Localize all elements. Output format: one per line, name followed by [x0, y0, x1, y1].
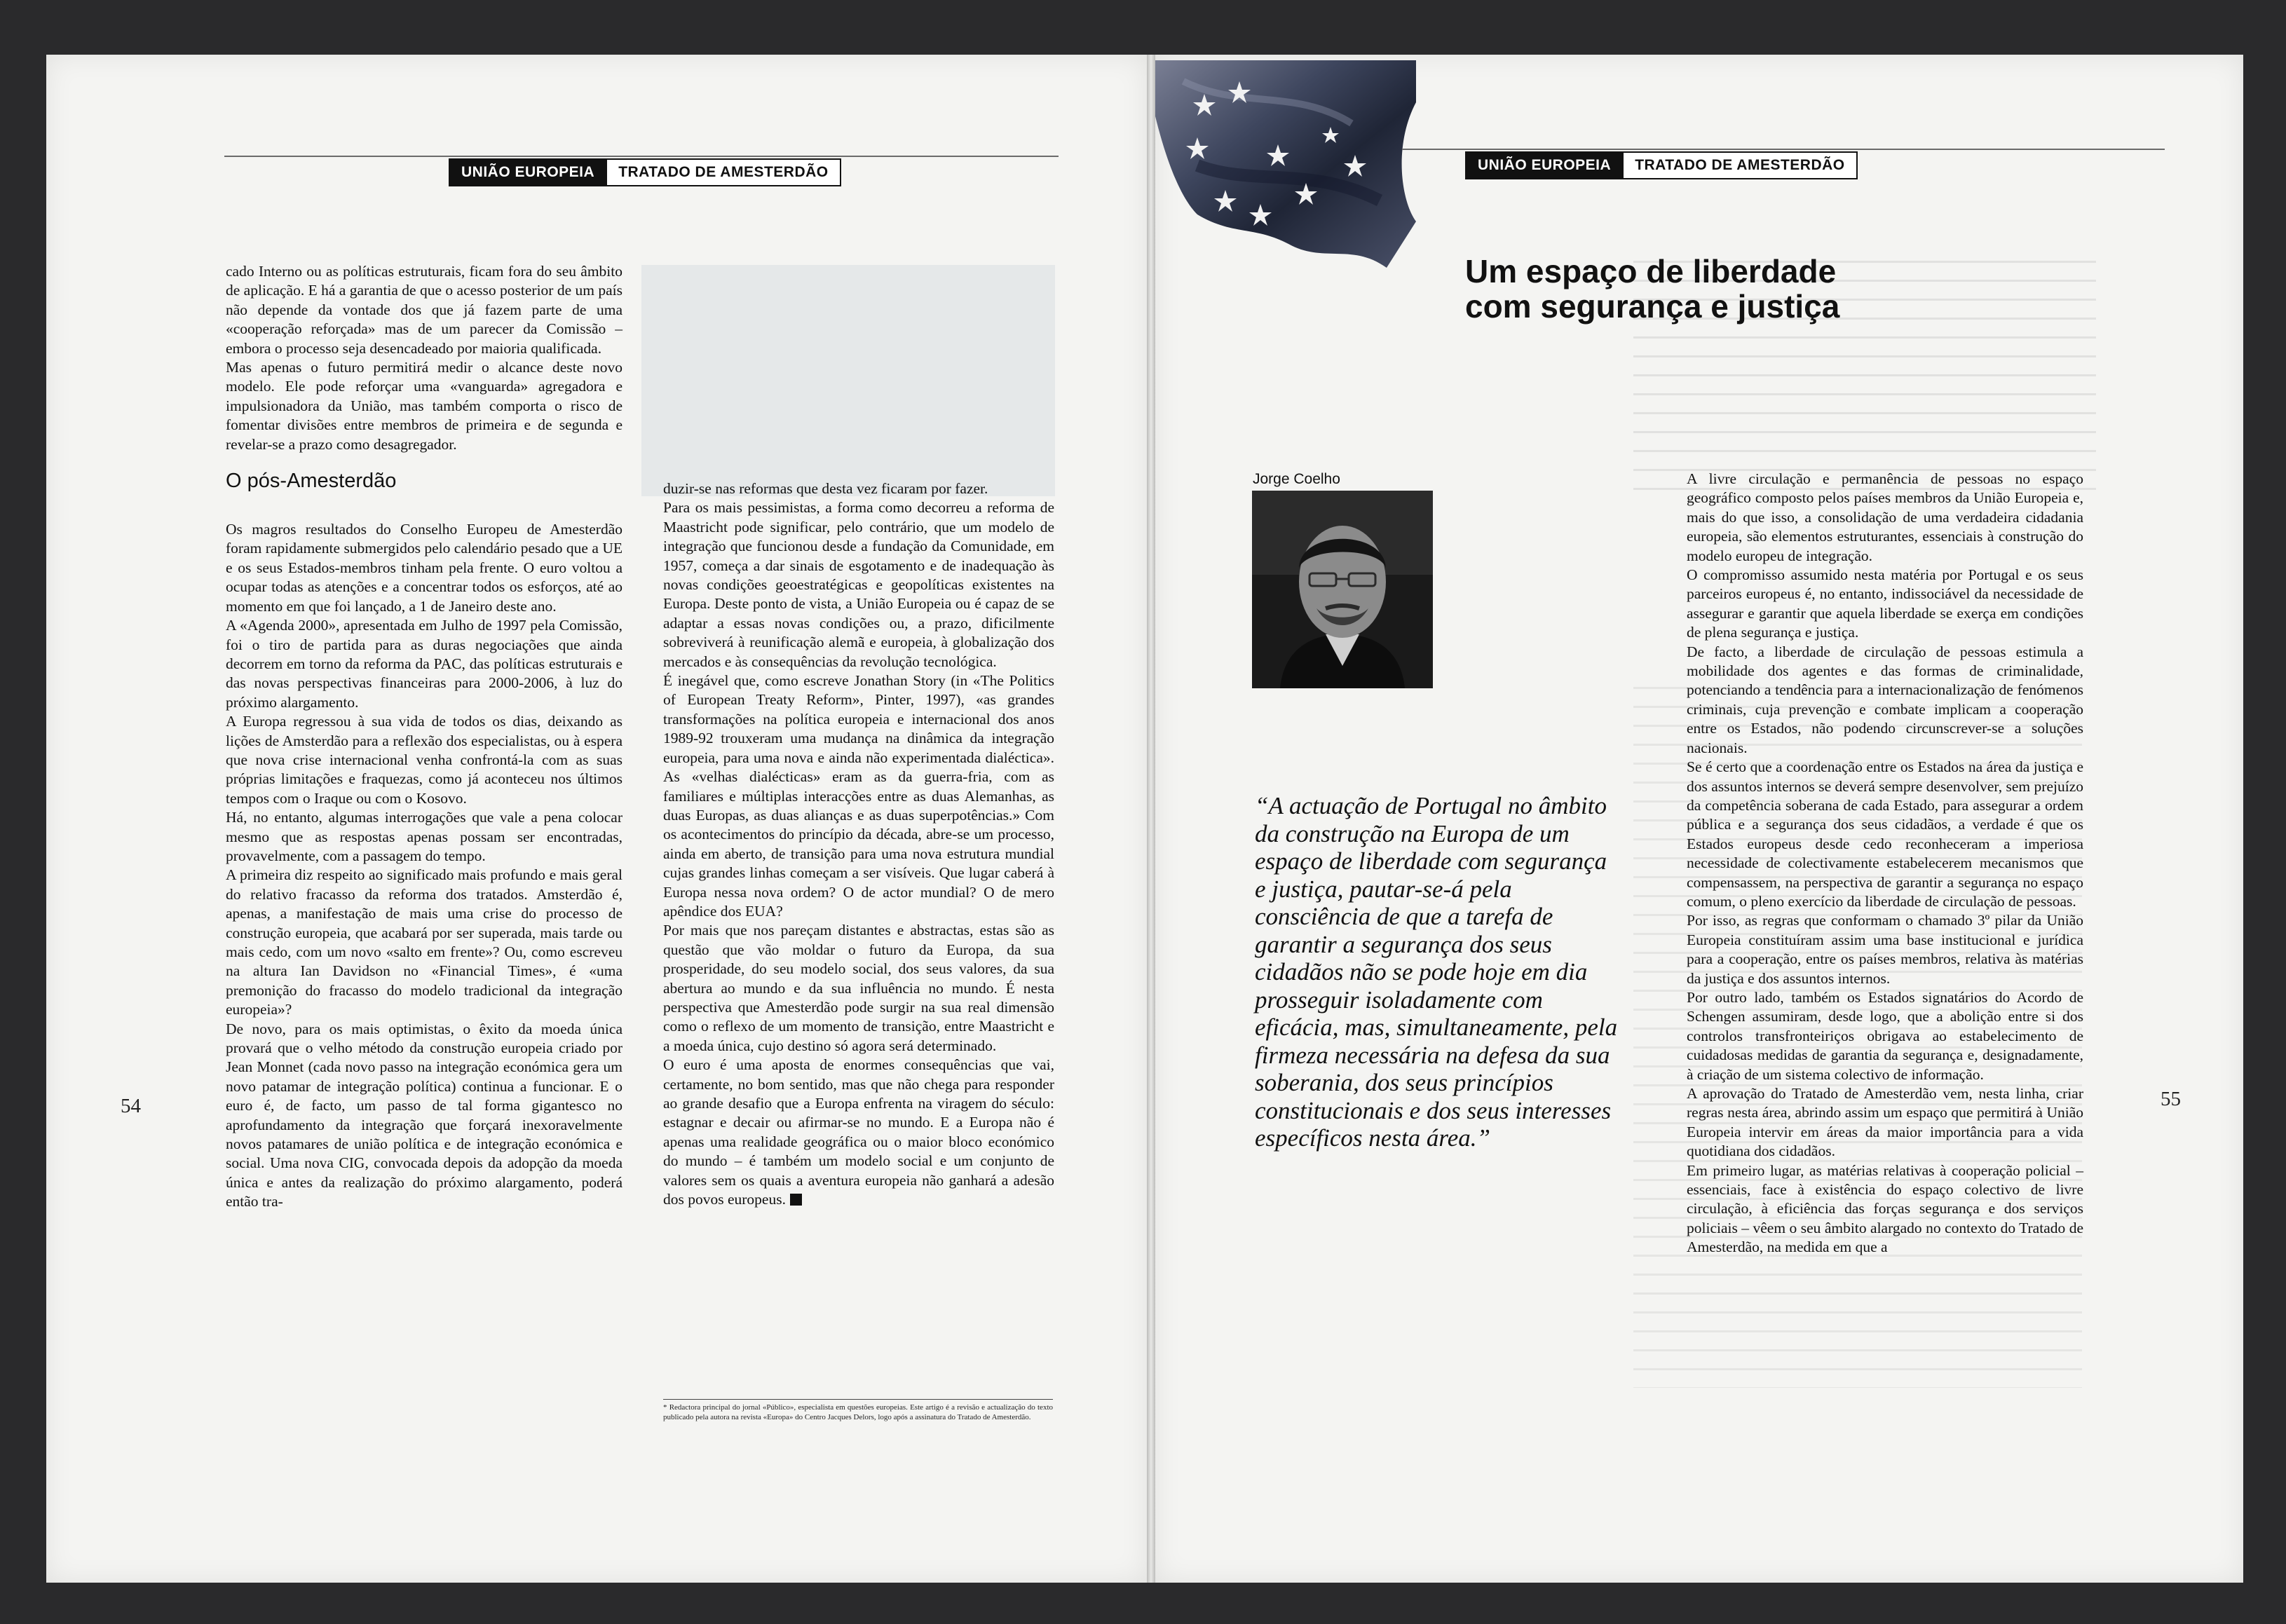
quote-line: cidadãos não se pode hoje em dia	[1255, 958, 1588, 985]
author-name: Jorge Coelho	[1253, 471, 1340, 487]
left-column-1	[226, 262, 622, 1212]
quote-line: e justiça, pautar-se-á pela	[1255, 875, 1512, 903]
section-header-right	[1465, 151, 1858, 179]
quote-line: garantir a segurança dos seus	[1255, 930, 1552, 958]
header-tag-secondary: TRATADO DE AMESTERDÃO	[1624, 151, 1857, 179]
page-number-right: 55	[2161, 1088, 2181, 1110]
paragraph: Por mais que nos pareçam distantes e abstractas, estas são as questão que vão moldar o futuro da Europa, da sua prosperidade, do seu modelo social, dos seus valores, da sua abertura ao mundo e da sua influência no mundo. É nesta perspectiva que Amesterdão pode surgir na sua real dimensão como o reflexo de um momento de transição, entre Maastricht e a moeda única, cujo destino só agora será determinado.	[663, 922, 1054, 1054]
header-tag-primary: UNIÃO EUROPEIA	[449, 158, 607, 186]
page-number-left: 54	[121, 1095, 141, 1117]
title-line: com segurança e justiça	[1465, 288, 1840, 325]
quote-line: consciência de que a tarefa de	[1255, 903, 1553, 930]
quote-line: firmeza necessária na defesa da sua	[1255, 1041, 1610, 1069]
paragraph	[663, 1056, 1054, 1209]
author-portrait-photo	[1252, 491, 1433, 688]
eu-flag-graphic	[1155, 60, 1416, 268]
paragraph: A livre circulação e permanência de pessoas no espaço geográfico composto pelos países membros da União Europeia e, mais do que isso, a consolidação de uma verdadeira cidadania europeia, são elementos estruturantes, essenciais à construção do modelo europeu de integração.	[1687, 470, 2083, 564]
paragraph: Para os mais pessimistas, a forma como decorreu a reforma de Maastricht pode significar, pelo contrário, que um modelo de integração que funcionou desde a fundação da Comunidade, em 1957, começa a dar sinais de esgotamento e de inadequação às novas condições geoestratégicas e geopolíticas existentes na Europa. Deste ponto de vista, a União Europeia ou é capaz de se adaptar a essas novas condições ou, a prazo, dificilmente sobreviverá à reunificação alemã e europeia, à globalização dos mercados e às consequências da revolução tecnológica.	[663, 499, 1054, 670]
quote-line: da construção na Europa de um	[1255, 819, 1570, 847]
paragraph: É inegável que, como escreve Jonathan Story (in «The Politics of European Treaty Reform», Pinter, 1997), «as grandes transformações na política europeia e internacional dos anos 1989-92 trouxeram uma mudança na dinâmica da integração europeia, para uma nova e ainda não experimentada dialéctica». As «velhas dialécticas» eram as da guerra-fria, com as familiares e múltiplas interacções entre as duas Alemanhas, as duas Europas, as duas alianças e as duas superpotências.» Com os acontecimentos do princípio da década, abre-se um processo, ainda em aberto, de transição para uma nova estrutura mundial cujas grandes linhas começam a ser visíveis. Que lugar caberá à Europa nessa nova ordem? O de actor mundial? O de mero apêndice dos EUA?	[663, 672, 1054, 920]
paragraph-text: O euro é uma aposta de enormes consequências que vai, certamente, no bom sentido, mas que não chega para responder ao grande desafio que a Europa enfrenta na viragem do século: estagnar e decair ou afirmar-se no mundo. E a Europa não é apenas uma realidade geográfica ou o maior bloco económico do mundo – é também um modelo social e um conjunto de valores sem os quais a aventura europeia não ganhará a adesão dos povos europeus.	[663, 1056, 1054, 1208]
paragraph: A primeira diz respeito ao significado mais profundo e mais geral do relativo fracasso da reforma dos tratados. Amsterdão é, apenas, a manifestação de mais uma crise do processo de construção europeia, que acabará por ser superada, mais tarde ou mais cedo, com um novo «salto em frente»? Ou, como escreveu na altura Ian Davidson no «Financial Times», é «uma premonição do fracasso do modelo tradicional da integração europeia»?	[226, 866, 622, 1018]
header-rule-left	[224, 156, 1059, 157]
paragraph: cado Interno ou as políticas estruturais, ficam fora do seu âmbito de aplicação. E há a garantia de que o acesso posterior de um país não depende da vontade dos que já fazem parte de uma «cooperação reforçada» mas de um parecer da Comissão – embora o processo seja desencadeado por maioria qualificada.	[226, 263, 622, 357]
paragraph: Há, no entanto, algumas interrogações que vale a pena colocar mesmo que as respostas apenas possam ser encontradas, provavelmente, com a passagem do tempo.	[226, 809, 622, 864]
right-column	[1687, 470, 2083, 1257]
left-column-2	[663, 479, 1054, 1209]
quote-line: eficácia, mas, simultaneamente, pela	[1255, 1014, 1618, 1041]
paragraph: De novo, para os mais optimistas, o êxito da moeda única provará que o velho método da construção europeia criado por Jean Monnet (cada novo passo na integração económica gera um novo patamar de integração política) continua a funcionar. E o euro é, de facto, um passo de tal forma gigantesco no aprofundamento da integração que forçará inexoravelmente novos patamares de união política e de integração económica e social. Uma nova CIG, convocada depois da adopção da moeda única e antes da realização do próximo alargamento, poderá então tra-	[226, 1020, 622, 1210]
paragraph: A Europa regressou à sua vida de todos os dias, deixando as lições de Amsterdão para a reflexão dos especialistas, ou à espera que nova crise internacional venha confrontá-la com as suas próprias limitações e fraquezas, como já aconteceu nos últimos tempos com o Iraque ou com o Kosovo.	[226, 713, 622, 807]
paragraph: A aprovação do Tratado de Amesterdão vem, nesta linha, criar regras nesta área, abrindo assim um espaço que permitirá à União Europeia intervir em áreas da maior importância para a vida quotidiana dos cidadãos.	[1687, 1085, 2083, 1160]
paragraph: duzir-se nas reformas que desta vez ficaram por fazer.	[663, 480, 988, 497]
paragraph: Em primeiro lugar, as matérias relativas à cooperação policial – essenciais, face à existência do espaço colectivo de livre circulação, à eficiência das forças segurança e dos serviços policiais – vêem o seu âmbito alargado no contexto do Tratado de Amesterdão, na medida em que a	[1687, 1161, 2083, 1256]
header-tag-secondary: TRATADO DE AMESTERDÃO	[607, 158, 841, 186]
paragraph: De facto, a liberdade de circulação de pessoas estimula a mobilidade dos agentes e das formas de criminalidade, potenciando a tendência para a internacionalização de fenómenos criminais, cuja prevenção e combate implicam a cooperação entre os Estados, não podendo circunscrever-se a soluções nacionais.	[1687, 643, 2083, 756]
paragraph: Mas apenas o futuro permitirá medir o alcance deste novo modelo. Ele pode reforçar uma «vanguarda» agregadora e impulsionadora da União, mas também comporta o risco de fomentar divisões entre membros de primeira e de segunda e revelar-se a prazo como desagregador.	[226, 359, 622, 453]
paragraph: Se é certo que a coordenação entre os Estados na área da justiça e dos assuntos internos se deverá sempre desenvolver, sem prejuízo da competência soberana de cada Estado, para assegurar a ordem pública e a segurança dos seus cidadãos, a verdade é que os Estados europeus desde cedo reconheceram a imperiosa necessidade de colectivamente estabelecerem mecanismos que compensassem, na perspectiva de garantir a segurança no espaço comum, o pleno exercício da liberdade de circulação de pessoas.	[1687, 758, 2083, 910]
title-line: Um espaço de liberdade	[1465, 253, 1837, 289]
paragraph: A «Agenda 2000», apresentada em Julho de 1997 pela Comissão, foi o tiro de partida para as duras negociações que ainda decorrem em torno da reforma da PAC, das políticas estruturais e das novas perspectivas financeiras para 2000-2006, à luz do próximo alargamento.	[226, 617, 622, 711]
paragraph: Por outro lado, também os Estados signatários do Acordo de Schengen assumiram, desde logo, que a abolição entre si dos controlos transfronteiriços obrigava ao estabelecimento de cuidadosas medidas de garantia da segurança e, designadamente, à criação de um sistema colectivo de informação.	[1687, 988, 2083, 1083]
end-of-article-mark	[790, 1194, 802, 1206]
section-heading: O pós-Amesterdão	[226, 470, 397, 493]
quote-line: “A actuação de Portugal no âmbito	[1255, 792, 1607, 819]
header-tag-primary: UNIÃO EUROPEIA	[1465, 151, 1624, 179]
pull-quote	[1255, 792, 1619, 1152]
quote-line: específicos nesta área.”	[1255, 1124, 1491, 1152]
paragraph: Os magros resultados do Conselho Europeu de Amesterdão foram rapidamente submergidos pelo calendário pesado que a UE e os seus Estados-membros tinham pela frente. O euro voltou a ocupar todas as atenções e a concentrar todos os esforços, até ao momento em que foi lançado, a 1 de Janeiro deste ano.	[226, 521, 622, 615]
paragraph: O compromisso assumido nesta matéria por Portugal e os seus parceiros europeus é, no entanto, indissociável da necessidade de assegurar e garantir que aquela liberdade se exerça em condições de plena segurança e justiça.	[1687, 566, 2083, 641]
quote-line: soberania, dos seus princípios	[1255, 1069, 1553, 1096]
show-through-image	[641, 265, 1055, 496]
quote-line: espaço de liberdade com segurança	[1255, 847, 1607, 875]
section-header-left	[449, 158, 841, 186]
quote-line: prosseguir isoladamente com	[1255, 985, 1543, 1014]
header-rule-right	[1402, 149, 2165, 150]
footnote: * Redactora principal do jornal «Público», especialista em questões europeias. Este artigo é a revisão e actualização do texto publicado pela autora na revista «Europa» do Centro Jacques Delors, logo após a assinatura do Tratado de Amesterdão.	[663, 1403, 1053, 1421]
footnote-rule	[663, 1399, 1053, 1400]
book-gutter	[1147, 55, 1155, 1583]
paragraph: Por isso, as regras que conformam o chamado 3º pilar da União Europeia constituíram assim uma base institucional e jurídica para a cooperação, entre os países membros, relativa às matérias da justiça e dos assuntos internos.	[1687, 912, 2083, 987]
article-title	[1465, 254, 1839, 324]
quote-line: constitucionais e dos seus interesses	[1255, 1096, 1612, 1124]
